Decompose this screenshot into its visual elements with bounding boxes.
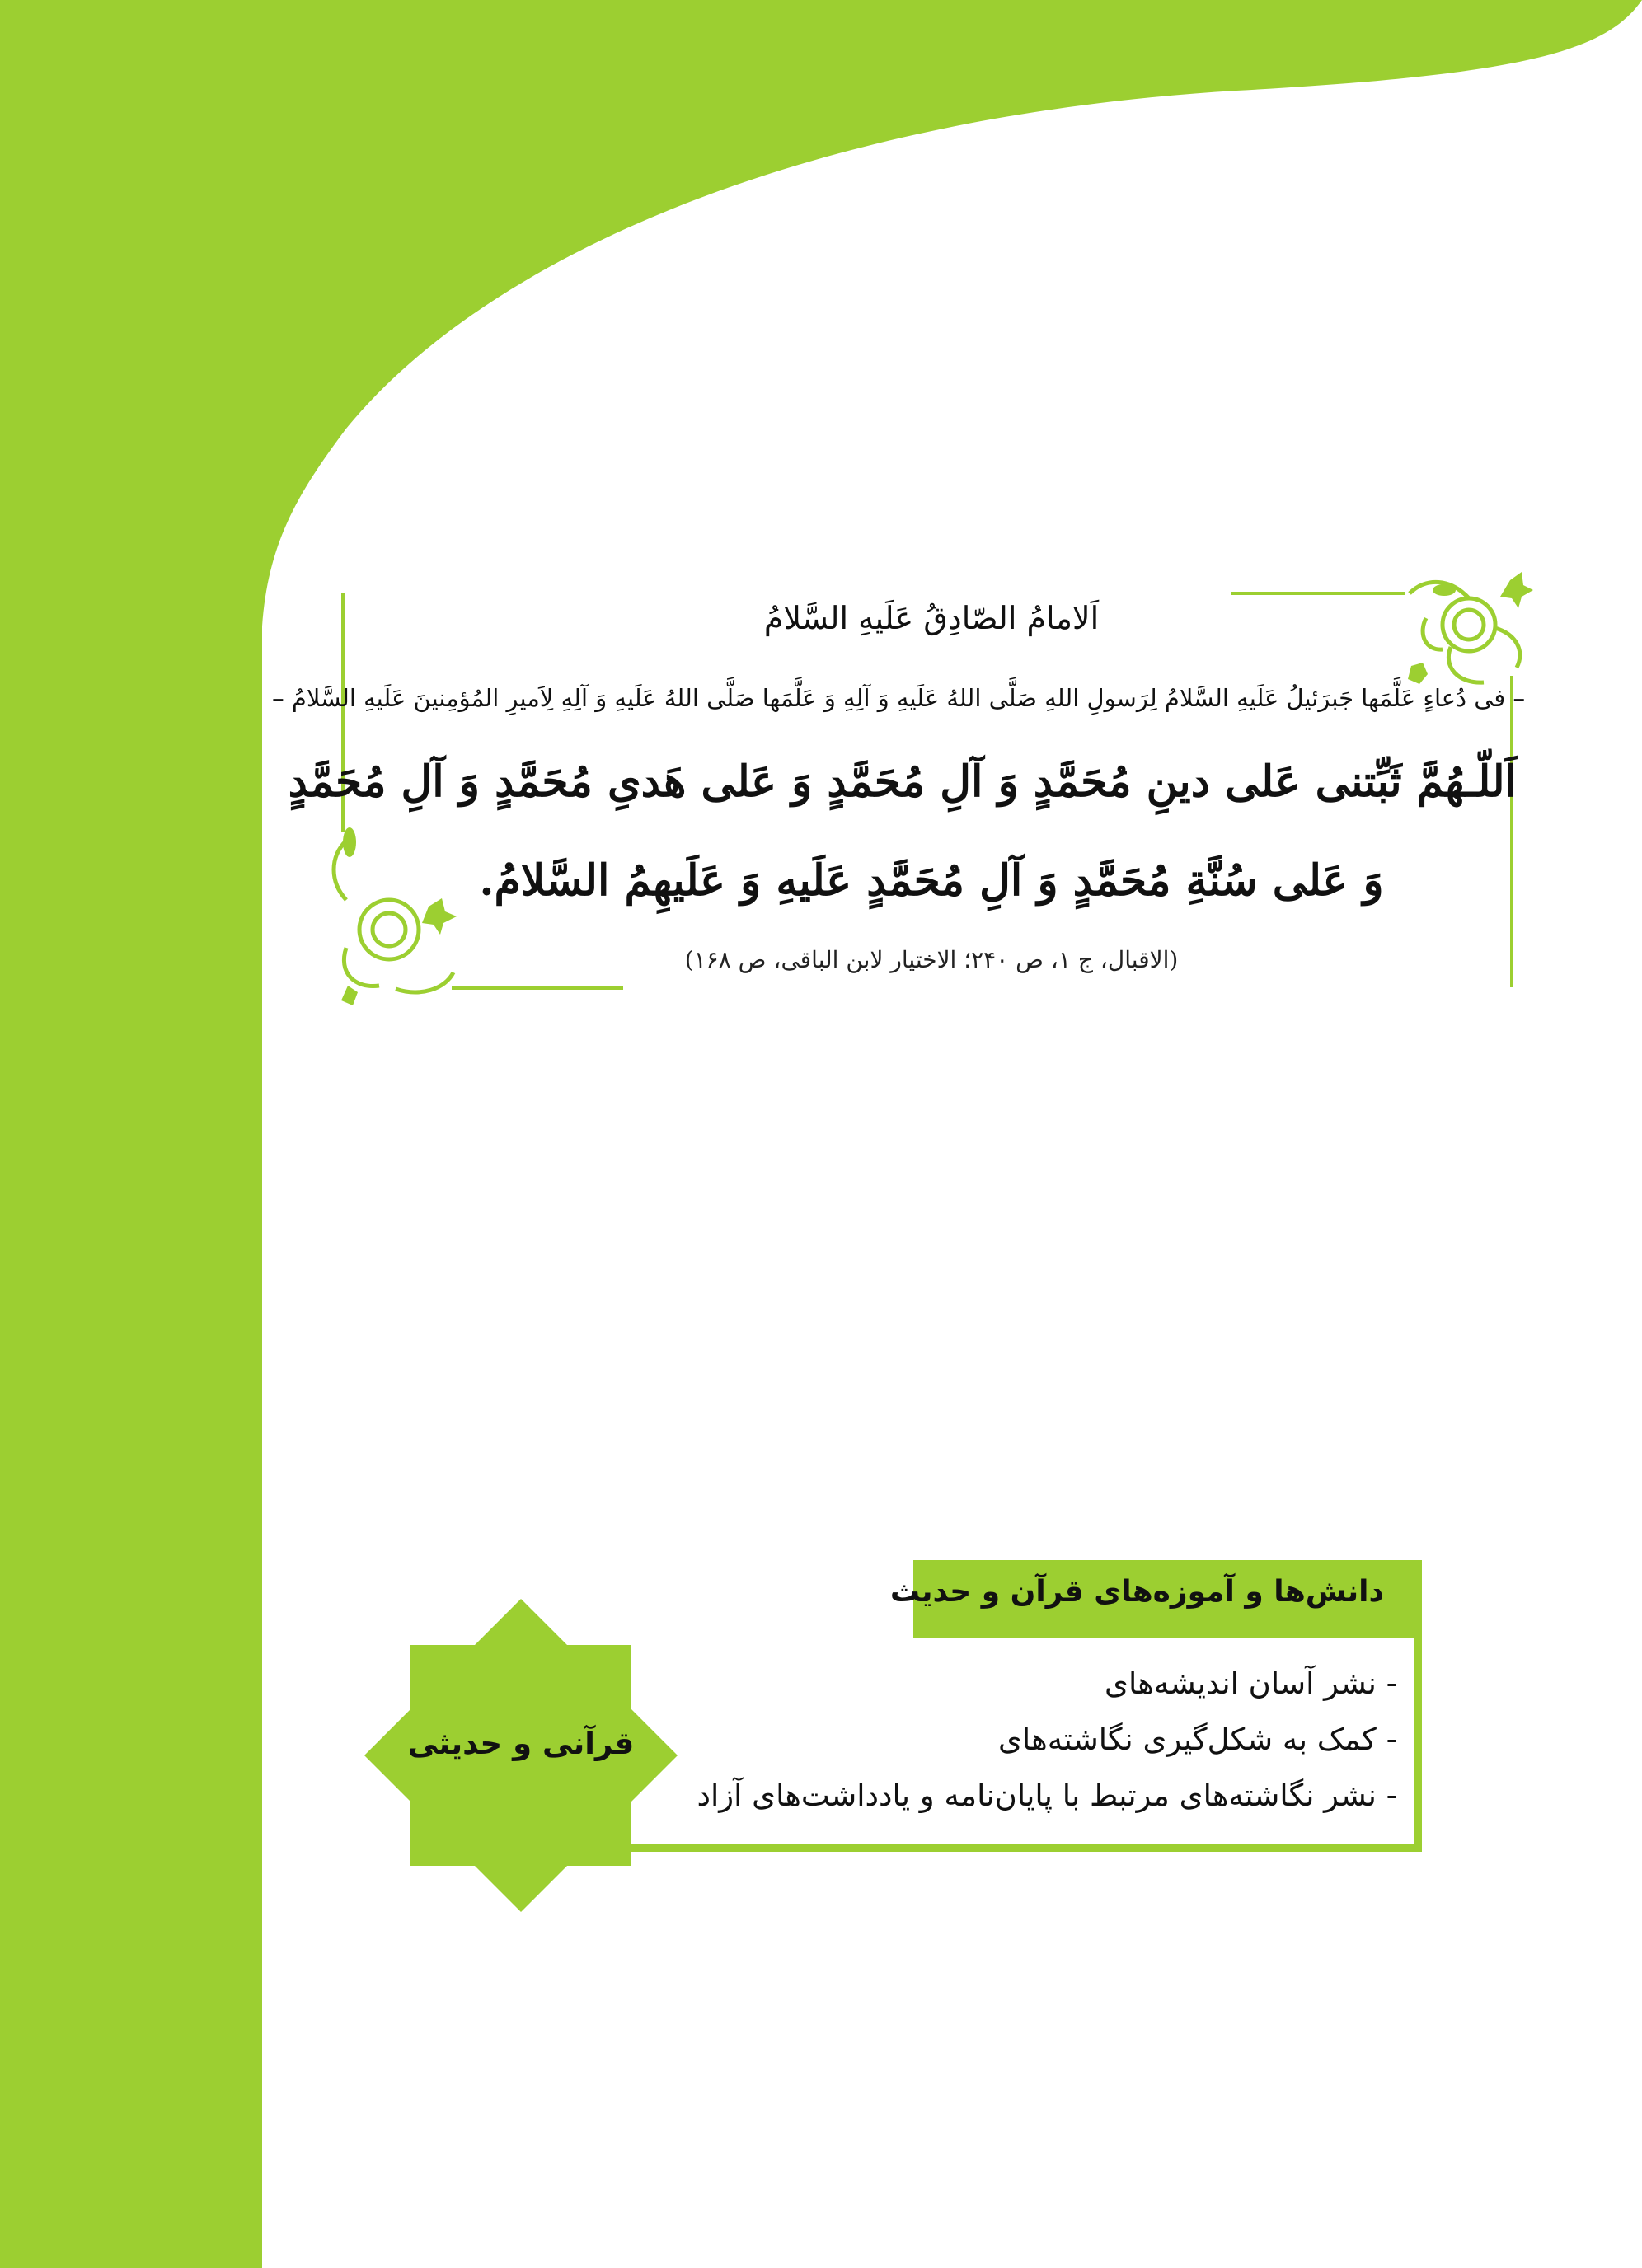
list-item: - نشر آسان اندیشه‌های xyxy=(1105,1666,1397,1701)
info-box xyxy=(624,1638,1422,1852)
category-label: قرآنی و حدیثی xyxy=(407,1726,635,1761)
info-box-content xyxy=(624,1638,1414,1844)
hadith-text-line-1: اَللّـهُمَّ ثَبِّتنی عَلی دینِ مُحَمَّدٍ وَ آلِ مُحَمَّدٍ وَ عَلی هَدیِ مُحَمَّدٍ وَ آلِ مُحَمَّدٍ xyxy=(288,757,1517,807)
list-item: - نشر نگاشته‌های مرتبط با پایان‌نامه و یادداشت‌های آزاد xyxy=(697,1778,1397,1813)
hadith-narrator: اَلامامُ الصّادِقُ عَلَیهِ السَّلامُ xyxy=(763,600,1100,636)
hadith-source: (الاقبال، ج ۱، ص ۲۴۰؛ الاختیار لابن الباقی، ص ۱۶۸) xyxy=(684,946,1179,973)
section-title: دانش‌ها و آموزه‌های قرآن و حدیث xyxy=(889,1575,1384,1609)
frame-right-line xyxy=(1510,676,1513,987)
corner-ornament-bottom-left xyxy=(313,824,478,1014)
frame-top-line xyxy=(1232,592,1405,595)
info-list xyxy=(697,1656,1397,1824)
hadith-text-line-2: وَ عَلی سُنَّةِ مُحَمَّدٍ وَ آلِ مُحَمَّدٍ عَلَیهِ وَ عَلَیهِمُ السَّلامُ. xyxy=(479,855,1384,906)
hadith-context: – فی دُعاءٍ عَلَّمَها جَبرَئیلُ عَلَیهِ السَّلامُ لِرَسولِ اللهِ صَلَّی اللهُ عَلَیهِ وَ آلِهِ وَ عَلَّمَها صَلَّی اللهُ عَلَیهِ وَ آلِهِ لِاَمیرِ المُؤمِنینَ عَلَیهِ السَّلامُ – xyxy=(272,684,1525,712)
list-item: - کمک به شکل‌گیری نگاشته‌های xyxy=(997,1722,1397,1757)
section-title-tab xyxy=(889,1560,1422,1638)
